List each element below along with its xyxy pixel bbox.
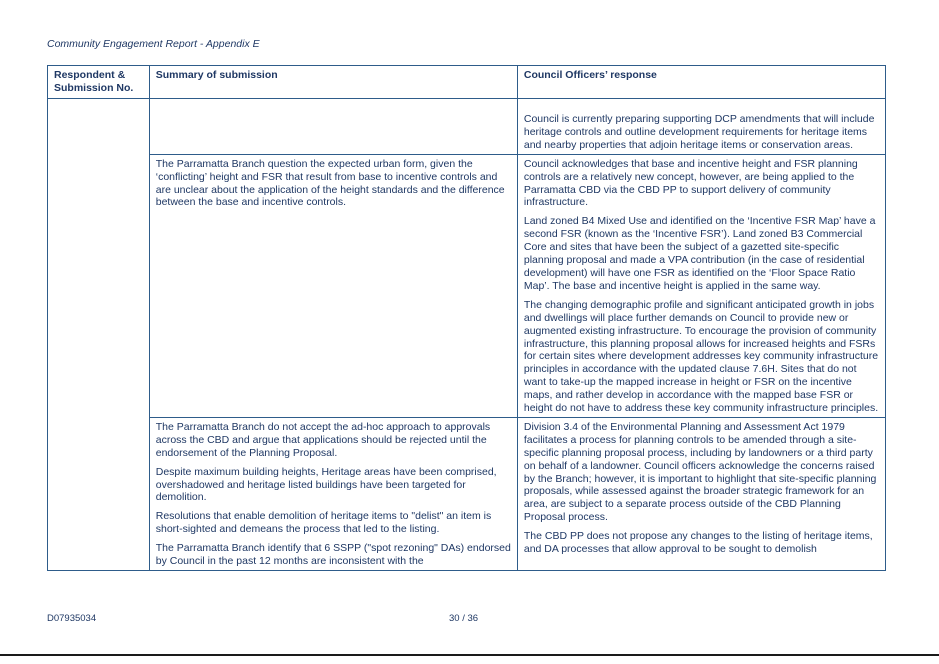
header-summary: Summary of submission — [149, 66, 517, 99]
table-row — [48, 417, 886, 570]
response-cell — [517, 417, 885, 570]
response-paragraph: Council is currently preparing supporting DCP amendments that will include heritage controls and outline development requirements for heritage items and nearby properties that adjoin heritage items or conservation areas. — [523, 113, 875, 151]
summary-paragraph: The Parramatta Branch question the expected urban form, given the ‘conflicting’ height and FSR that result from base to incentive controls and are unclear about the application of the height standards and the difference between the base and incentive controls. — [155, 157, 505, 209]
respondent-cell — [48, 99, 150, 571]
summary-paragraph: Despite maximum building heights, Heritage areas have been comprised, overshadowed and heritage listed buildings have been targeted for demolition. — [155, 465, 497, 504]
page-bottom-rule — [0, 654, 939, 656]
summary-paragraph: Resolutions that enable demolition of heritage items to "delist" an item is short-sighted and demeans the process that led to the listing. — [155, 510, 492, 536]
summary-cell — [149, 99, 517, 155]
report-header-title: Community Engagement Report - Appendix E — [47, 38, 260, 50]
response-cell — [517, 154, 885, 417]
table-header-row — [48, 66, 886, 99]
response-paragraph: Division 3.4 of the Environmental Planning and Assessment Act 1979 facilitates a process for planning controls to be amended through a site-specific planning proposal process, including by landowners or a third party on behalf of a landowner. Council officers acknowledge the concerns raised by the Branch; however, it is important to highlight that site-specific planning proposals, while assessed against the broader strategic framework for an area, are subject to a separate process outside of the CBD Planning Proposal process. — [523, 420, 877, 524]
page-number: 30 / 36 — [449, 613, 479, 624]
submissions-table — [47, 65, 886, 571]
summary-paragraph: The Parramatta Branch do not accept the ad-hoc approach to approvals across the CBD and argue that applications should be rejected until the endorsement of the Planning Proposal. — [155, 420, 491, 459]
summary-paragraph: The Parramatta Branch identify that 6 SSPP ("spot rezoning" DAs) endorsed by Council in the past 12 months are inconsistent with the — [155, 542, 511, 568]
response-paragraph: Land zoned B4 Mixed Use and identified on the ‘Incentive FSR Map’ have a second FSR (known as the ‘Incentive FSR’). Land zoned B3 Commercial Core and sites that have been the subject of a gazetted site-specific planning proposal and made a VPA contribution (in the case of residential development) will have one FSR as identified on the ‘Floor Space Ratio Map’. The base and incentive height is applied in the same way. — [523, 215, 876, 292]
summary-cell — [149, 417, 517, 570]
header-respondent: Respondent & Submission No. — [48, 66, 150, 99]
document-id: D07935034 — [47, 613, 97, 624]
response-paragraph: Council acknowledges that base and incentive height and FSR planning controls are a relatively new concept, however, are being applied to the Parramatta CBD via the CBD PP to support delivery of community infrastructure. — [523, 157, 858, 209]
response-paragraph: The changing demographic profile and significant anticipated growth in jobs and dwellings will place further demands on Council to provide new or augmented existing infrastructure. To encourage the provision of community infrastructure, this planning proposal allows for increased heights and FSRs for certain sites where development addresses key community infrastructure principles in accordance with the updated clause 7.6H. Sites that do not want to take-up the mapped increase in height or FSR on the incentive maps, and rather develop in accordance with the mapped base FSR or height do not have to address these key community infrastructure principles. — [523, 298, 879, 415]
header-response: Council Officers’ response — [517, 66, 885, 99]
response-paragraph: The CBD PP does not propose any changes to the listing of heritage items, and DA processes that allow approval to be sought to demolish — [523, 530, 873, 556]
table-row — [48, 99, 886, 155]
table-row — [48, 154, 886, 417]
summary-cell — [149, 154, 517, 417]
response-cell — [517, 99, 885, 155]
